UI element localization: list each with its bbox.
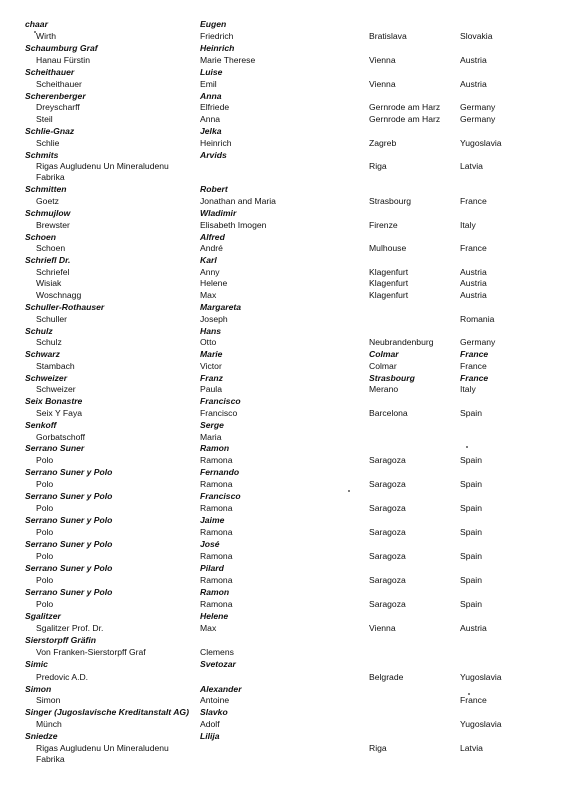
name-cell: Schriefel (36, 267, 70, 277)
name-cell: Schlie (36, 138, 60, 148)
name-cell: Schulz (25, 326, 53, 336)
given-name-cell: Lilija (200, 731, 220, 741)
name-cell: Serrano Suner y Polo (25, 539, 113, 549)
surname-heading-row (0, 66, 567, 78)
entry-row (0, 113, 567, 125)
name-cell: Brewster (36, 220, 70, 230)
surname-heading-row (0, 42, 567, 54)
country-cell: Yugoslavia (460, 719, 502, 729)
given-name-cell: Emil (200, 79, 217, 89)
name-cell: Polo (36, 551, 54, 561)
name-cell: Schriefl Dr. (25, 255, 71, 265)
given-name-cell: Ramon (200, 443, 230, 453)
name-cell: Schweizer (25, 373, 68, 383)
entry-row (0, 101, 567, 113)
entry-row (0, 360, 567, 372)
given-name-cell: Elfriede (200, 102, 230, 112)
entry-row (0, 671, 567, 683)
city-cell: Saragoza (369, 551, 406, 561)
city-cell: Strasbourg (369, 196, 412, 206)
given-name-cell: Robert (200, 184, 228, 194)
country-cell: France (460, 349, 489, 359)
name-cell: Schweizer (36, 384, 76, 394)
entry-row (0, 407, 567, 419)
surname-heading-row (0, 18, 567, 30)
entry-row (0, 550, 567, 562)
country-cell: Yugoslavia (460, 138, 502, 148)
name-cell: Seix Bonastre (25, 396, 83, 406)
entry-row (0, 289, 567, 301)
entry-row (0, 242, 567, 254)
name-cell: Hanau Fürstin (36, 55, 90, 65)
entry-row (0, 219, 567, 231)
given-name-cell: Ramona (200, 599, 233, 609)
name-cell: Serrano Suner y Polo (25, 587, 113, 597)
surname-heading-row (0, 466, 567, 478)
city-cell: Riga (369, 161, 387, 171)
name-cell: Singer (Jugoslavische Kreditanstalt AG) (25, 707, 189, 717)
surname-heading-row (0, 586, 567, 598)
name-cell: Sniedze (25, 731, 58, 741)
entry-row (0, 753, 567, 765)
given-name-cell: Heinrich (200, 138, 232, 148)
scan-speck (468, 693, 470, 695)
name-cell: Polo (36, 575, 54, 585)
country-cell: Spain (460, 527, 482, 537)
city-cell: Gernrode am Harz (369, 114, 441, 124)
name-cell: Simic (25, 659, 48, 669)
given-name-cell: Wladimir (200, 208, 237, 218)
name-cell: Predovic A.D. (36, 672, 89, 682)
city-cell: Saragoza (369, 599, 406, 609)
city-cell: Merano (369, 384, 399, 394)
surname-heading-row (0, 301, 567, 313)
country-cell: Germany (460, 337, 496, 347)
country-cell: Yugoslavia (460, 672, 502, 682)
entry-row (0, 137, 567, 149)
city-cell: Riga (369, 743, 387, 753)
given-name-cell: Hans (200, 326, 222, 336)
surname-heading-row (0, 125, 567, 137)
name-cell: Schulz (36, 337, 62, 347)
given-name-cell: Maria (200, 432, 222, 442)
name-cell: Rigas Augludenu Un Mineraludenu (36, 743, 169, 753)
given-name-cell: Ramon (200, 587, 230, 597)
surname-heading-row (0, 730, 567, 742)
given-name-cell: Anna (200, 114, 221, 124)
country-cell: Austria (460, 267, 487, 277)
name-cell: Serrano Suner y Polo (25, 467, 113, 477)
name-cell: Schmitten (25, 184, 67, 194)
given-name-cell: Elisabeth Imogen (200, 220, 267, 230)
given-name-cell: Marie Therese (200, 55, 256, 65)
entry-row (0, 54, 567, 66)
given-name-cell: Slavko (200, 707, 228, 717)
entry-row (0, 313, 567, 325)
country-cell: Spain (460, 599, 482, 609)
given-name-cell: Ramona (200, 503, 233, 513)
surname-heading-row (0, 490, 567, 502)
name-cell: Schoen (25, 232, 57, 242)
surname-heading-row (0, 706, 567, 718)
city-cell: Vienna (369, 79, 396, 89)
city-cell: Barcelona (369, 408, 408, 418)
name-cell: Schuller-Rothauser (25, 302, 105, 312)
name-cell: Serrano Suner y Polo (25, 491, 113, 501)
entry-row (0, 622, 567, 634)
given-name-cell: Ramona (200, 551, 233, 561)
country-cell: Austria (460, 79, 487, 89)
city-cell: Zagreb (369, 138, 397, 148)
given-name-cell: Francisco (200, 491, 241, 501)
country-cell: Austria (460, 623, 487, 633)
surname-heading-row (0, 395, 567, 407)
given-name-cell: Svetozar (200, 659, 236, 669)
entry-row (0, 502, 567, 514)
country-cell: Austria (460, 55, 487, 65)
entry-row (0, 646, 567, 658)
name-cell: Scheithauer (36, 79, 82, 89)
entry-row (0, 526, 567, 538)
name-cell: Scherenberger (25, 91, 86, 101)
name-cell: Gorbatschoff (36, 432, 86, 442)
surname-heading-row (0, 254, 567, 266)
city-cell: Belgrade (369, 672, 404, 682)
country-cell: Germany (460, 114, 496, 124)
country-cell: Italy (460, 220, 476, 230)
country-cell: Austria (460, 290, 487, 300)
given-name-cell: Helene (200, 611, 229, 621)
country-cell: Spain (460, 551, 482, 561)
given-name-cell: Francisco (200, 396, 241, 406)
name-cell: Von Franken-Sierstorpff Graf (36, 647, 146, 657)
given-name-cell: Alfred (200, 232, 225, 242)
city-cell: Colmar (369, 361, 397, 371)
given-name-cell: Eugen (200, 19, 227, 29)
name-cell: Senkoff (25, 420, 57, 430)
country-cell: France (460, 361, 487, 371)
name-cell: Simon (25, 684, 52, 694)
city-cell: Bratislava (369, 31, 407, 41)
given-name-cell: Otto (200, 337, 217, 347)
surname-heading-row (0, 658, 567, 670)
name-cell: Serrano Suner (25, 443, 85, 453)
country-cell: Romania (460, 314, 495, 324)
entry-row (0, 718, 567, 730)
city-cell: Saragoza (369, 575, 406, 585)
entry-row (0, 383, 567, 395)
given-name-cell: Franz (200, 373, 223, 383)
surname-heading-row (0, 419, 567, 431)
given-name-cell: Jaime (200, 515, 225, 525)
city-cell: Klagenfurt (369, 290, 409, 300)
name-cell: Fabrika (36, 754, 65, 764)
name-cell: Woschnagg (36, 290, 82, 300)
name-cell: Polo (36, 455, 54, 465)
given-name-cell: Friedrich (200, 31, 234, 41)
name-cell: Steil (36, 114, 53, 124)
city-cell: Neubrandenburg (369, 337, 434, 347)
surname-heading-row (0, 514, 567, 526)
name-cell: Schuller (36, 314, 68, 324)
city-cell: Klagenfurt (369, 278, 409, 288)
name-cell: Serrano Suner y Polo (25, 515, 113, 525)
given-name-cell: Paula (200, 384, 222, 394)
country-cell: Spain (460, 479, 482, 489)
given-name-cell: Max (200, 623, 217, 633)
name-cell: Sgalitzer (25, 611, 61, 621)
given-name-cell: Luise (200, 67, 223, 77)
given-name-cell: Serge (200, 420, 224, 430)
name-cell: Schmujlow (25, 208, 71, 218)
surname-heading-row (0, 183, 567, 195)
name-cell: Wisiak (36, 278, 62, 288)
country-cell: Germany (460, 102, 496, 112)
name-cell: Fabrika (36, 172, 65, 182)
country-cell: France (460, 695, 487, 705)
name-cell: Wirth (36, 31, 57, 41)
scan-speck (34, 31, 36, 33)
given-name-cell: Ramona (200, 455, 233, 465)
name-cell: Schwarz (25, 349, 60, 359)
name-cell: chaar (25, 19, 48, 29)
name-cell: Schoen (36, 243, 66, 253)
country-cell: Slovakia (460, 31, 493, 41)
given-name-cell: Clemens (200, 647, 234, 657)
surname-heading-row (0, 442, 567, 454)
surname-heading-row (0, 538, 567, 550)
given-name-cell: Anny (200, 267, 220, 277)
entry-row (0, 574, 567, 586)
city-cell: Saragoza (369, 527, 406, 537)
given-name-cell: André (200, 243, 223, 253)
entry-row (0, 171, 567, 183)
given-name-cell: Helene (200, 278, 228, 288)
surname-heading-row (0, 562, 567, 574)
name-cell: Münch (36, 719, 62, 729)
given-name-cell: Victor (200, 361, 222, 371)
given-name-cell: Antoine (200, 695, 230, 705)
country-cell: Latvia (460, 743, 483, 753)
name-cell: Goetz (36, 196, 59, 206)
given-name-cell: Ramona (200, 575, 233, 585)
country-cell: Spain (460, 408, 482, 418)
given-name-cell: Joseph (200, 314, 228, 324)
country-cell: Latvia (460, 161, 483, 171)
given-name-cell: Alexander (200, 684, 242, 694)
entry-row (0, 598, 567, 610)
country-cell: Spain (460, 575, 482, 585)
given-name-cell: Jelka (200, 126, 222, 136)
name-cell: Polo (36, 527, 54, 537)
name-cell: Polo (36, 599, 54, 609)
given-name-cell: Fernando (200, 467, 240, 477)
city-cell: Mulhouse (369, 243, 407, 253)
name-cell: Serrano Suner y Polo (25, 563, 113, 573)
name-cell: Scheithauer (25, 67, 75, 77)
city-cell: Klagenfurt (369, 267, 409, 277)
entry-row (0, 454, 567, 466)
city-cell: Gernrode am Harz (369, 102, 441, 112)
country-cell: Spain (460, 455, 482, 465)
city-cell: Vienna (369, 623, 396, 633)
country-cell: France (460, 243, 487, 253)
country-cell: France (460, 196, 487, 206)
country-cell: Spain (460, 503, 482, 513)
country-cell: Austria (460, 278, 487, 288)
name-cell: Seix Y Faya (36, 408, 83, 418)
name-cell: Stambach (36, 361, 75, 371)
given-name-cell: Jonathan and Maria (200, 196, 276, 206)
given-name-cell: Margareta (200, 302, 242, 312)
country-cell: France (460, 373, 489, 383)
given-name-cell: Heinrich (200, 43, 235, 53)
entry-row (0, 195, 567, 207)
city-cell: Saragoza (369, 479, 406, 489)
given-name-cell: Marie (200, 349, 223, 359)
surname-heading-row (0, 634, 567, 646)
entry-row (0, 30, 567, 42)
name-cell: Polo (36, 503, 54, 513)
given-name-cell: Ramona (200, 479, 233, 489)
name-cell: Sierstorpff Gräfin (25, 635, 96, 645)
name-cell: Rigas Augludenu Un Mineraludenu (36, 161, 169, 171)
entry-row (0, 277, 567, 289)
given-name-cell: Pilard (200, 563, 224, 573)
surname-heading-row (0, 610, 567, 622)
surname-heading-row (0, 207, 567, 219)
name-cell: Dreyscharff (36, 102, 80, 112)
city-cell: Firenze (369, 220, 398, 230)
name-cell: Schmits (25, 150, 59, 160)
scan-speck (348, 490, 350, 492)
given-name-cell: José (200, 539, 220, 549)
name-cell: Schlie-Gnaz (25, 126, 75, 136)
given-name-cell: Ramona (200, 527, 233, 537)
country-cell: Italy (460, 384, 476, 394)
city-cell: Strasbourg (369, 373, 415, 383)
entry-row (0, 694, 567, 706)
given-name-cell: Karl (200, 255, 217, 265)
given-name-cell: Francisco (200, 408, 238, 418)
city-cell: Colmar (369, 349, 399, 359)
name-cell: Polo (36, 479, 54, 489)
entry-row (0, 78, 567, 90)
city-cell: Saragoza (369, 455, 406, 465)
given-name-cell: Adolf (200, 719, 220, 729)
name-cell: Schaumburg Graf (25, 43, 98, 53)
name-cell: Sgalitzer Prof. Dr. (36, 623, 104, 633)
given-name-cell: Anna (200, 91, 222, 101)
city-cell: Saragoza (369, 503, 406, 513)
entry-row (0, 478, 567, 490)
scan-speck (466, 446, 468, 448)
name-cell: Simon (36, 695, 61, 705)
given-name-cell: Max (200, 290, 217, 300)
entry-row (0, 336, 567, 348)
city-cell: Vienna (369, 55, 396, 65)
given-name-cell: Arvids (200, 150, 227, 160)
surname-heading-row (0, 348, 567, 360)
